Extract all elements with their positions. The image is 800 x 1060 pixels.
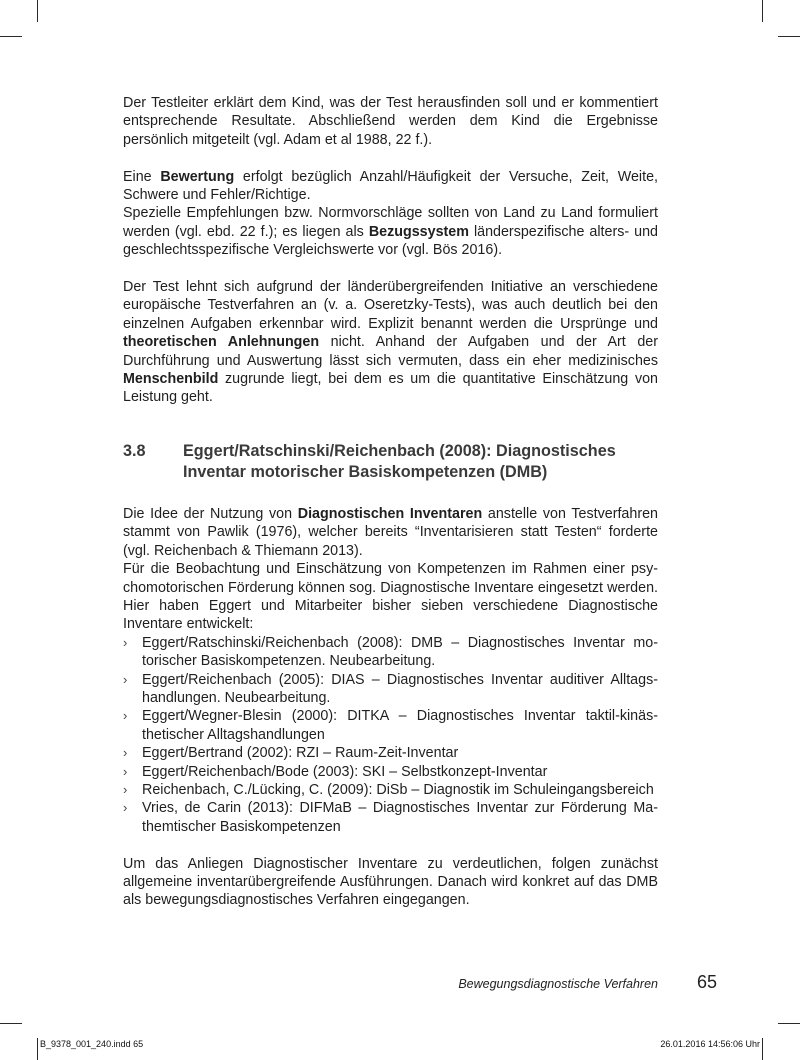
text-run: anstelle von Testverfahren stammt von Pawlik (1976), welcher bereits “Inventarisieren statt Testen“ forderte (vgl. Reichenbach & Thiemann 2013). (123, 505, 658, 559)
bullet-marker-icon: › (123, 800, 128, 816)
slug-timestamp: 26.01.2016 14:56:06 Uhr (660, 1039, 760, 1049)
text-run: Eine (123, 168, 161, 185)
crop-mark (762, 0, 763, 22)
bold-term: Menschenbild (123, 371, 219, 388)
list-item: › Vries, de Carin (2013): DIFMaB – Diagnostisches Inventar zur Förderung Mathemtischer Basiskompetenzen (123, 800, 658, 835)
text-run: länderspezifische alters- und geschlechtsspezifische Vergleichswerte vor (vgl. Bös 2016). (123, 223, 658, 259)
paragraph (123, 204, 658, 259)
crop-mark (0, 36, 22, 37)
crop-mark (37, 1038, 38, 1060)
page-body (123, 94, 658, 910)
section-heading (123, 441, 658, 483)
list-item: › Eggert/Reichenbach (2005): DIAS – Diagnostisches Inventar auditiver Alltagshandlungen. Neubearbeitung. (123, 671, 658, 706)
bullet-marker-icon: › (123, 763, 128, 779)
text-run: Der Test lehnt sich aufgrund der länderübergreifenden Initiative an verschiedene europäische Testverfahren an (v. a. Oseretzky-Tests), was auch deutlich bei den einzelnen Aufgaben erkennbar wird. Explizit benannt werden die Ursprünge und (123, 279, 658, 332)
list-item: › Eggert/Ratschinski/Reichenbach (2008): DMB – Diagnostisches Inventar motorischer Basiskompetenzen. Neubearbeitung. (123, 634, 658, 670)
page-number: 65 (697, 972, 718, 992)
crop-mark (778, 36, 800, 37)
crop-mark (762, 1038, 763, 1060)
bold-term: Bewertung (160, 168, 235, 185)
text-run: nicht. Anhand der Aufgaben und der Art der Durchführung und Auswertung lässt sich vermuten, dass ein eher medizinisches (123, 334, 658, 369)
text-run: Spezielle Empfehlungen bzw. Normvorschläge sollten von Land zu Land formuliert werden (vgl. ebd. 22 f.); es liegen als (123, 205, 658, 240)
list-item: › Eggert/Reichenbach/Bode (2003): SKI – Selbstkonzept-Inventar (123, 763, 548, 780)
section-number: 3.8 (123, 441, 146, 460)
bullet-marker-icon: › (123, 671, 128, 687)
text-run: zugrunde liegt, bei dem es um die quantitative Einschätzung von Leistung geht. (123, 371, 658, 406)
inventory-list (123, 634, 658, 836)
bullet-marker-icon: › (123, 781, 128, 797)
list-item: › Eggert/Wegner-Blesin (2000): DITKA – Diagnostisches Inventar taktil-kinästhetischer Alltagshandlungen (123, 708, 658, 743)
paragraph (123, 505, 658, 560)
bullet-marker-icon: › (123, 745, 128, 761)
text-run: Die Idee der Nutzung von (123, 505, 298, 522)
paragraph (123, 168, 658, 205)
bold-term: theoretischen Anlehnungen (123, 334, 320, 351)
slug-filename: B_9378_001_240.indd 65 (40, 1039, 144, 1049)
bold-term: Diagnostischen Inventaren (297, 505, 483, 522)
text-run: Der Testleiter erklärt dem Kind, was der Test herausfinden soll und er kommentiert entsprechende Resultate. Abschließend werden dem Kind die Ergebnisse persönlich mitgeteilt (vgl. Adam et al 1988, 22 f.). (123, 95, 658, 148)
paragraph (123, 278, 658, 407)
list-item: › Eggert/Bertrand (2002): RZI – Raum-Zeit-Inventar (123, 745, 459, 762)
crop-mark (778, 1023, 800, 1024)
section-title: Eggert/Ratschinski/Reichenbach (2008): Diagnostisches Inventar motorischer Basiskompetenzen (DMB) (183, 441, 616, 481)
text-run: erfolgt bezüglich Anzahl/Häufigkeit der Versuche, Zeit, Weite, Schwere und Fehler/Richtige. (123, 168, 658, 204)
paragraph (123, 560, 658, 634)
text-run: Für die Beobachtung und Einschätzung von Kompetenzen im Rahmen einer psychomotorischen Förderung können sog. Diagnostische Inventare eingesetzt werden. Hier haben Eggert und Mitarbeiter bisher sieben verschiedene Diagnostische Inventare entwickelt: (123, 561, 658, 633)
bullet-marker-icon: › (123, 634, 128, 650)
list-item: › Reichenbach, C./Lücking, C. (2009): DiSb – Diagnostik im Schuleingangsbereich (123, 781, 654, 798)
bold-term: Bezugssystem (368, 223, 469, 240)
paragraph: Um das Anliegen Diagnostischer Inventare zu verdeutlichen, folgen zunächst allgemeine inventarübergreifende Ausführungen. Danach wird konkret auf das DMB als bewegungsdiagnostisches Verfahren eingegangen. (123, 855, 658, 909)
crop-mark (37, 0, 38, 22)
bullet-marker-icon: › (123, 708, 128, 724)
crop-mark (0, 1023, 22, 1024)
paragraph (123, 94, 658, 149)
running-title: Bewegungsdiagnostische Verfahren (458, 977, 658, 991)
